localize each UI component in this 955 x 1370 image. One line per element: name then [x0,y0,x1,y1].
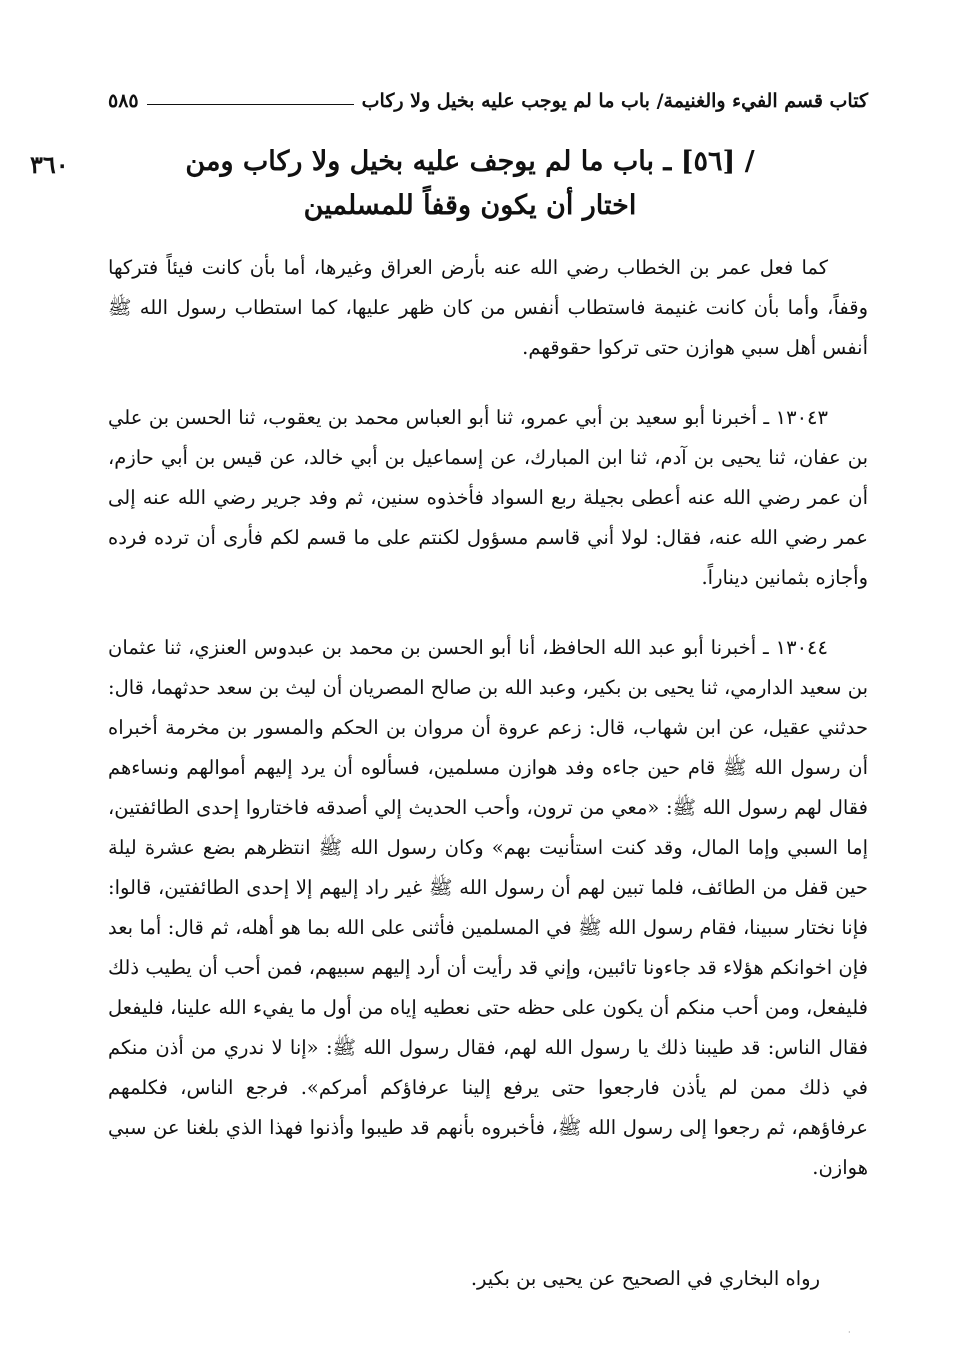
paragraph-gap [108,368,868,398]
body-text [108,248,868,1188]
chapter-heading-line-2: اختار أن يكون وقفاً للمسلمين [303,190,637,221]
source-note: رواه البخاري في الصحيح عن يحيى بن بكير. [470,1267,820,1290]
hadith-13043-paragraph: ١٣٠٤٣ ـ أخبرنا أبو سعيد بن أبي عمرو، ثنا أبو العباس محمد بن يعقوب، ثنا الحسن بن علي بن عفان، ثنا يحيى بن آدم، ثنا ابن المبارك، عن إسماعيل بن أبي خالد، عن قيس بن أبي حازم، أن عمر رضي الله عنه أعطى بجيلة ربع السواد فأخذوه سنين، ثم وفد جرير رضي الله عنه إلى عمر رضي الله عنه، فقال: لولا أني قاسم مسؤول لكنتم على ما قسم لكم فأرى أن ترده فرده وأجازه بثمانين ديناراً. [108,406,868,589]
chapter-heading-line-1: / [٥٦] ـ باب ما لم يوجف عليه بخيل ولا ركاب ومن [185,146,755,177]
margin-page-reference: ٣٦٠ [30,150,69,179]
header-rule [147,104,354,105]
stray-mark: · [848,1328,851,1337]
page-number: ٥٨٥ [108,90,139,112]
chapter-heading [150,140,790,228]
hadith-13044-paragraph: ١٣٠٤٤ ـ أخبرنا أبو عبد الله الحافظ، أنا أبو الحسن بن محمد بن عبدوس العنزي، ثنا عثمان بن سعيد الدارمي، ثنا يحيى بن بكير، وعبد الله بن صالح المصريان أن ليث بن سعد حدثهما، قال: حدثني عقيل، عن ابن شهاب، قال: زعم عروة أن مروان بن الحكم والمسور بن مخرمة أخبراه أن رسول الله ﷺ قام حين جاءه وفد هوازن مسلمين، فسألوه أن يرد إليهم أموالهم ونساءهم فقال لهم رسول الله ﷺ: «معي من ترون، وأحب الحديث إلي أصدقه فاختاروا إحدى الطائفتين، إما السبي وإما المال، وقد كنت استأنيت بهم» وكان رسول الله ﷺ انتظرهم بضع عشرة ليلة حين قفل من الطائف، فلما تبين لهم أن رسول الله ﷺ غير راد إليهم إلا إحدى الطائفتين، قالوا: فإنا نختار سبينا، فقام رسول الله ﷺ في المسلمين فأثنى على الله بما هو أهله، ثم قال: أما بعد فإن اخوانكم هؤلاء قد جاءونا تائبين، وإني قد رأيت أن أرد إليهم سبيهم، فمن أحب أن يطيب ذلك فليفعل، ومن أحب منكم أن يكون على حظه حتى نعطيه إياه من أول ما يفيء الله علينا، فليفعل فقال الناس: قد طيبنا ذلك يا رسول الله لهم، فقال رسول الله ﷺ: «إنا لا ندري من أذن منكم في ذلك ممن لم يأذن فارجعوا حتى يرفع إلينا عرفاؤكم أمركم». فرجع الناس، فكلمهم عرفاؤهم، ثم رجعوا إلى رسول الله ﷺ، فأخبروه بأنهم قد طيبوا وأذنوا فهذا الذي بلغنا عن سبي هوازن. [108,636,868,1179]
intro-paragraph: كما فعل عمر بن الخطاب رضي الله عنه بأرض العراق وغيرها، أما بأن كانت فيئاً فتركها وقفاً، وأما بأن كانت غنيمة فاستطاب أنفس من كان ظهر عليها، كما استطاب رسول الله ﷺ أنفس أهل سبي هوازن حتى تركوا حقوقهم. [108,256,868,359]
running-header-title: كتاب قسم الفيء والغنيمة/ باب ما لم يوجب عليه بخيل ولا ركاب [361,90,868,112]
paragraph-gap [108,598,868,628]
running-header [108,86,868,116]
